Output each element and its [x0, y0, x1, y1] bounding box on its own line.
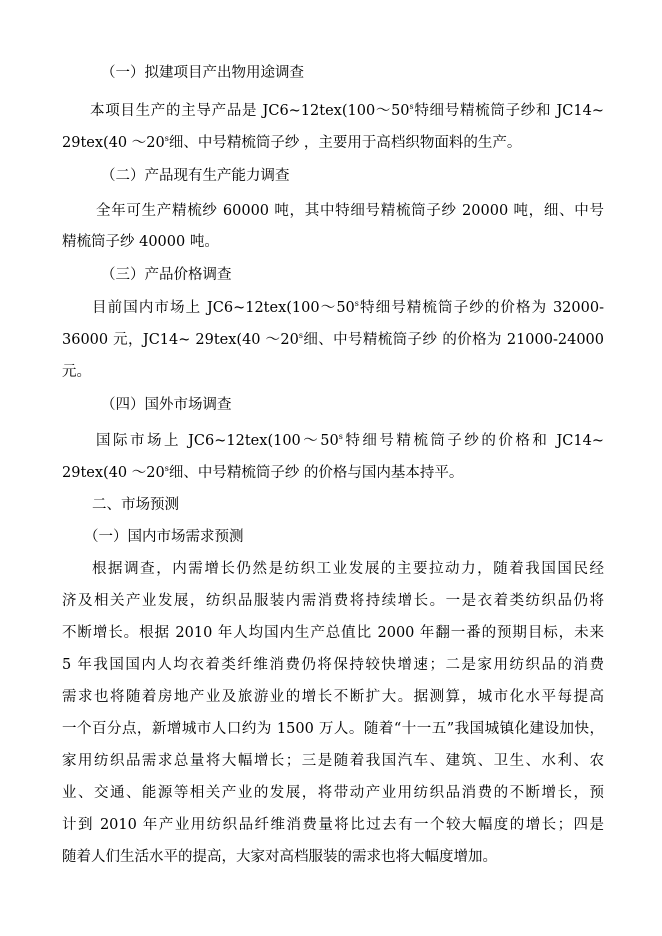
paragraph-line: 计到 2010 年产业用纺织品纤维消费量将比过去有一个较大幅度的增长；四是 [62, 817, 604, 833]
paragraph-line: 业、交通、能源等相关产业的发展，将带动产业用纺织品消费的不断增长，预 [62, 785, 604, 801]
paragraph-line: 本项目生产的主导产品是 JC6~12tex(100～50$^s$特细号精梳筒子纱和 JC14~ [90, 102, 604, 119]
paragraph-line: 元。 [62, 364, 91, 380]
paragraph-line: 不断增长。根据 2010 年人均国内生产总值比 2000 年翻一番的预期目标，未来 [62, 625, 604, 641]
paragraph-line: 需求也将随着房地产业及旅游业的增长不断扩大。据测算，城市化水平每提高 [62, 689, 604, 705]
section-heading-3: （三）产品价格调查 [101, 267, 232, 283]
paragraph-line: 5 年我国国内人均衣着类纤维消费仍将保持较快增速；二是家用纺织品的消费 [62, 657, 604, 673]
paragraph-line: 29tex(40 ～20$^s$细、中号精梳筒子纱 ，主要用于高档织物面料的生产。 [62, 134, 522, 151]
part-heading: 二、市场预测 [92, 497, 179, 513]
paragraph-line: 济及相关产业发展，纺织品服装内需消费将持续增长。一是衣着类纺织品仍将 [62, 593, 604, 609]
section-heading-2: （二）产品现有生产能力调查 [101, 168, 290, 184]
paragraph-line: 一个百分点，新增城市人口约为 1500 万人。随着“十一五”我国城镇化建设加快， [62, 721, 604, 737]
paragraph-line: 根据调查，内需增长仍然是纺织工业发展的主要拉动力，随着我国国民经 [92, 561, 604, 577]
paragraph-line: 36000 元，JC14~ 29tex(40 ～20$^s$细、中号精梳筒子纱 的价格为 21000-24000 [62, 331, 605, 348]
section-heading-4: （四）国外市场调查 [101, 397, 232, 413]
paragraph-line: 精梳筒子纱 40000 吨。 [62, 234, 219, 250]
paragraph-line: 随着人们生活水平的提高，大家对高档服装的需求也将大幅度增加。 [62, 849, 497, 865]
section-heading-5: （一）国内市场需求预测 [84, 529, 244, 545]
paragraph-line: 目前国内市场上 JC6~12tex(100～50$^s$特细号精梳筒子纱的价格为 32000- [92, 299, 604, 316]
paragraph-line: 29tex(40 ～20$^s$细、中号精梳筒子纱 的价格与国内基本持平。 [62, 464, 464, 481]
section-heading-1: （一）拟建项目产出物用途调查 [101, 65, 304, 81]
paragraph-line: 家用纺织品需求总量将大幅增长；三是随着我国汽车、建筑、卫生、水利、农 [62, 753, 604, 769]
paragraph-line: 国际市场上 JC6~12tex(100～50$^s$特细号精梳筒子纱的价格和 JC14~ [96, 432, 604, 449]
paragraph-line: 全年可生产精梳纱 60000 吨，其中特细号精梳筒子纱 20000 吨，细、中号 [96, 203, 604, 219]
